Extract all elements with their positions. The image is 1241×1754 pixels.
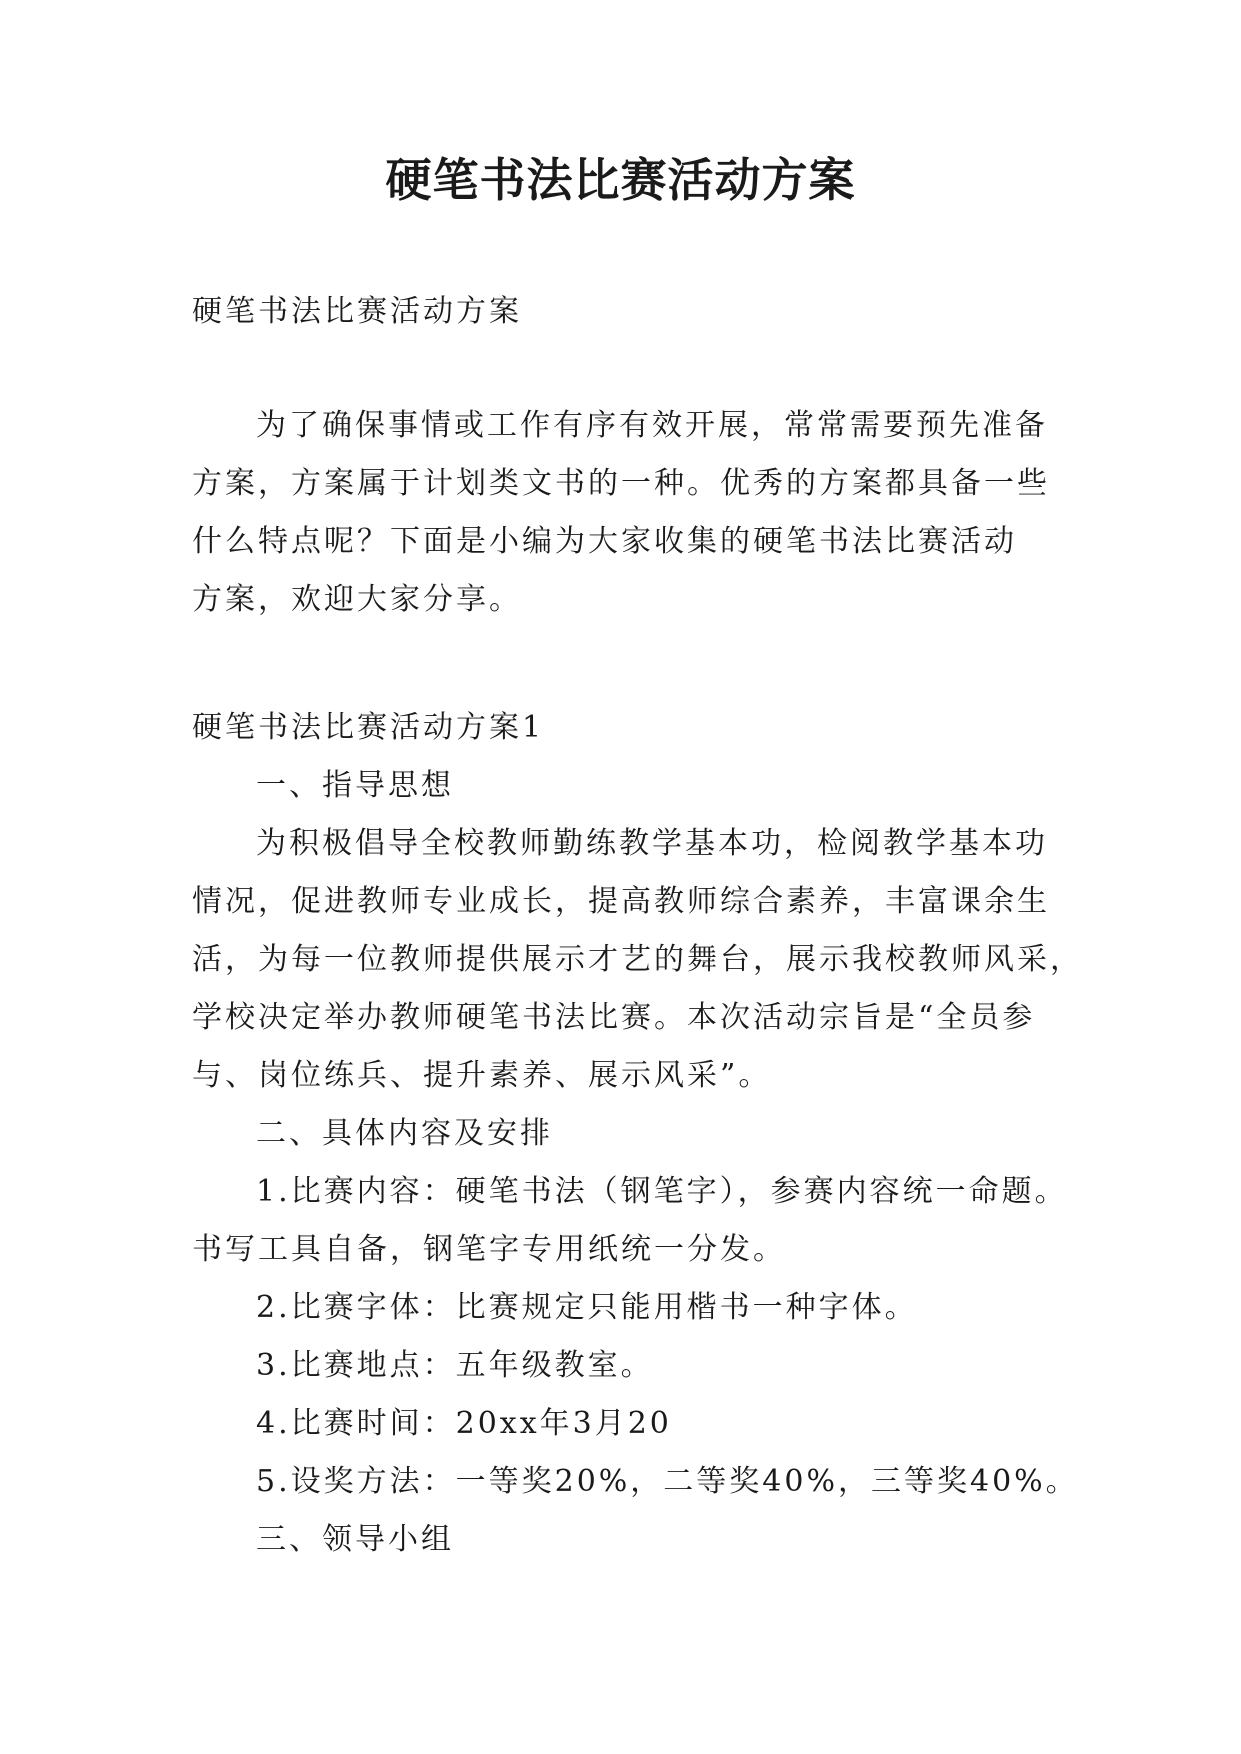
paragraph-line: 情况，促进教师专业成长，提高教师综合素养，丰富课余生 [192, 884, 1050, 919]
intro-line: 什么特点呢？下面是小编为大家收集的硬笔书法比赛活动 [192, 524, 1017, 559]
list-item: 4.比赛时间：20xx年3月20 [256, 1406, 672, 1441]
section-heading: 一、指导思想 [256, 768, 454, 803]
document-title: 硬笔书法比赛活动方案 [385, 153, 856, 207]
list-item-continuation: 书写工具自备，钢笔字专用纸统一分发。 [192, 1232, 786, 1267]
intro-line: 方案，方案属于计划类文书的一种。优秀的方案都具备一些 [192, 466, 1050, 501]
document-subtitle: 硬笔书法比赛活动方案 [192, 294, 522, 329]
section-title: 硬笔书法比赛活动方案1 [192, 710, 545, 745]
intro-line: 为了确保事情或工作有序有效开展，常常需要预先准备 [256, 408, 1048, 443]
list-item: 1.比赛内容：硬笔书法（钢笔字），参赛内容统一命题。 [256, 1174, 1068, 1209]
section-heading: 二、具体内容及安排 [256, 1116, 553, 1151]
intro-line: 方案，欢迎大家分享。 [192, 582, 522, 617]
paragraph-line: 为积极倡导全校教师勤练教学基本功，检阅教学基本功 [256, 826, 1048, 861]
list-item: 5.设奖方法：一等奖20%，二等奖40%，三等奖40%。 [256, 1464, 1079, 1499]
list-item: 3.比赛地点：五年级教室。 [256, 1348, 654, 1383]
list-item: 2.比赛字体：比赛规定只能用楷书一种字体。 [256, 1290, 918, 1325]
paragraph-line: 活，为每一位教师提供展示才艺的舞台，展示我校教师风采， [192, 942, 1083, 977]
paragraph-line: 学校决定举办教师硬笔书法比赛。本次活动宗旨是“全员参 [192, 1000, 1036, 1035]
paragraph-line: 与、岗位练兵、提升素养、展示风采”。 [192, 1058, 772, 1093]
section-heading: 三、领导小组 [256, 1522, 454, 1557]
